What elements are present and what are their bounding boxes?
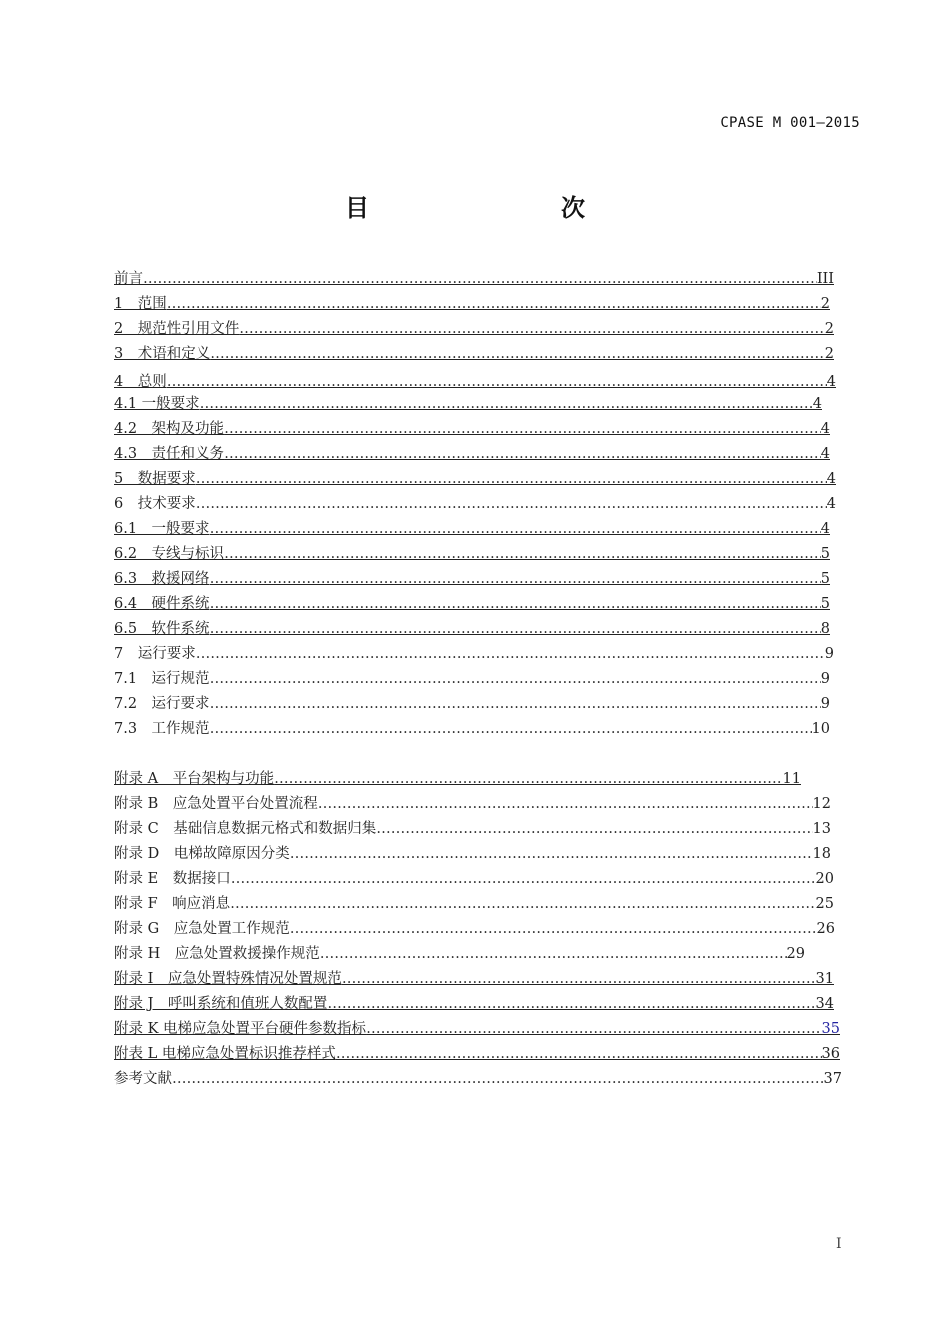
toc-label: 参考文献 [114, 1071, 172, 1087]
toc-label: 附录 D 电梯故障原因分类 [114, 846, 290, 862]
toc-page: 4 [820, 446, 830, 462]
toc-page: 10 [811, 721, 830, 737]
toc-entry[interactable] [114, 518, 830, 540]
toc-page: 8 [820, 621, 830, 637]
leader-dots [143, 268, 817, 290]
toc-page: 20 [815, 871, 834, 887]
standard-code: CPASE M 001—2015 [720, 115, 860, 131]
leader-dots [231, 868, 816, 890]
toc-page: 4 [826, 496, 836, 512]
leader-dots [224, 418, 821, 440]
toc-entry[interactable] [114, 993, 834, 1015]
leader-dots [172, 1068, 824, 1090]
toc-entry[interactable] [114, 1043, 840, 1065]
toc-page: 4 [826, 471, 836, 487]
toc-entry[interactable] [114, 593, 830, 615]
toc-label: 6.2 专线与标识 [114, 546, 225, 562]
toc-page: 34 [815, 996, 834, 1012]
leader-dots [167, 293, 821, 315]
toc-label: 附录 K 电梯应急处置平台硬件参数指标 [114, 1021, 367, 1037]
toc-label: 4.1 一般要求 [114, 396, 200, 412]
toc-page: 5 [820, 596, 830, 612]
toc-page: 9 [820, 696, 830, 712]
leader-dots [167, 371, 827, 393]
leader-dots [327, 993, 815, 1015]
toc-label: 附录 A 平台架构与功能 [114, 771, 275, 787]
toc-page: 31 [815, 971, 834, 987]
leader-dots [196, 468, 827, 490]
toc-entry[interactable] [114, 543, 830, 565]
toc-entry[interactable] [114, 718, 830, 740]
leader-dots [320, 943, 787, 965]
leader-dots [336, 1043, 822, 1065]
toc-label: 附录 H 应急处置救援操作规范 [114, 946, 320, 962]
toc-label: 6.5 软件系统 [114, 621, 210, 637]
leader-dots [376, 818, 812, 840]
toc-page: 37 [823, 1071, 842, 1087]
leader-dots [200, 393, 813, 415]
leader-dots [290, 843, 813, 865]
toc-entry[interactable] [114, 568, 830, 590]
leader-dots [230, 893, 815, 915]
toc-page: 11 [782, 771, 801, 787]
toc-label: 6.1 一般要求 [114, 521, 210, 537]
leader-dots [210, 593, 821, 615]
toc-label: 前言 [114, 271, 143, 287]
toc-entry[interactable] [114, 1018, 840, 1040]
toc-label: 附录 C 基础信息数据元格式和数据归集 [114, 821, 377, 837]
toc-label: 4.2 架构及功能 [114, 421, 225, 437]
toc-entry[interactable] [114, 343, 834, 365]
page-title: 目 次 [345, 194, 633, 222]
leader-dots [210, 718, 812, 740]
toc-label: 2 规范性引用文件 [114, 321, 240, 337]
toc-label: 附录 F 响应消息 [114, 896, 231, 912]
toc-page: 4 [820, 521, 830, 537]
leader-dots [342, 968, 816, 990]
leader-dots [196, 643, 825, 665]
toc-label: 7.3 工作规范 [114, 721, 210, 737]
leader-dots [210, 668, 821, 690]
leader-dots [210, 343, 825, 365]
toc-entry[interactable] [114, 918, 835, 940]
toc-page: 25 [815, 896, 834, 912]
toc-label: 7.1 运行规范 [114, 671, 210, 687]
toc-entry[interactable] [114, 468, 836, 490]
toc-entry[interactable] [114, 968, 834, 990]
leader-dots [274, 768, 782, 790]
leader-dots [210, 518, 821, 540]
toc-page: 36 [821, 1046, 840, 1062]
leader-dots [318, 793, 813, 815]
toc-label: 6 技术要求 [114, 496, 196, 512]
toc-entry[interactable] [114, 618, 830, 640]
leader-dots [224, 443, 821, 465]
toc-label: 6.3 救援网络 [114, 571, 210, 587]
toc-label: 附录 B 应急处置平台处置流程 [114, 796, 318, 812]
toc-label: 附录 G 应急处置工作规范 [114, 921, 290, 937]
toc-page: 4 [826, 374, 836, 390]
toc-entry[interactable] [114, 693, 830, 715]
leader-dots [210, 618, 821, 640]
toc-page: 18 [812, 846, 831, 862]
toc-page: 9 [820, 671, 830, 687]
toc-entry[interactable] [114, 1068, 842, 1090]
toc-label: 1 范围 [114, 296, 167, 312]
toc-label: 7 运行要求 [114, 646, 196, 662]
leader-dots [290, 918, 817, 940]
toc-label: 6.4 硬件系统 [114, 596, 210, 612]
toc-label: 3 术语和定义 [114, 346, 211, 362]
toc-page: 35 [821, 1021, 840, 1037]
toc-page: 9 [824, 646, 834, 662]
toc-entry[interactable] [114, 293, 830, 315]
toc-entry[interactable] [114, 943, 805, 965]
toc-label: 附录 J 呼叫系统和值班人数配置 [114, 996, 328, 1012]
toc-label: 4.3 责任和义务 [114, 446, 225, 462]
toc-label: 7.2 运行要求 [114, 696, 210, 712]
toc-label: 4 总则 [114, 374, 167, 390]
toc-label: 5 数据要求 [114, 471, 196, 487]
toc-entry[interactable] [114, 643, 834, 665]
toc-page: 2 [824, 321, 834, 337]
toc-page: 29 [786, 946, 805, 962]
toc-page: 2 [824, 346, 834, 362]
toc-page: 4 [812, 396, 822, 412]
toc-entry[interactable] [114, 371, 836, 393]
toc-page: 5 [820, 546, 830, 562]
toc-page: III [816, 271, 834, 287]
toc-entry[interactable] [114, 843, 831, 865]
leader-dots [366, 1018, 821, 1040]
toc-entry[interactable] [114, 668, 830, 690]
toc-label: 附录 E 数据接口 [114, 871, 231, 887]
toc-page: 12 [812, 796, 831, 812]
toc-page: 13 [812, 821, 831, 837]
toc-entry[interactable] [114, 768, 801, 790]
leader-dots [224, 543, 821, 565]
toc-entry[interactable] [114, 793, 831, 815]
leader-dots [210, 693, 821, 715]
toc-label: 附录 I 应急处置特殊情况处置规范 [114, 971, 342, 987]
leader-dots [239, 318, 825, 340]
toc-page: 2 [820, 296, 830, 312]
toc-entry[interactable] [114, 893, 834, 915]
toc-entry[interactable] [114, 418, 830, 440]
toc-page: 26 [816, 921, 835, 937]
toc-entry[interactable] [114, 493, 836, 515]
toc-entry[interactable] [114, 393, 822, 415]
toc-page: 4 [820, 421, 830, 437]
toc-page: 5 [820, 571, 830, 587]
toc-label: 附表 L 电梯应急处置标识推荐样式 [114, 1046, 336, 1062]
page-number: I [836, 1236, 842, 1252]
toc-entry[interactable] [114, 818, 831, 840]
toc-entry[interactable] [114, 443, 830, 465]
toc-entry[interactable] [114, 318, 834, 340]
toc-entry[interactable] [114, 268, 834, 290]
leader-dots [196, 493, 827, 515]
toc-entry[interactable] [114, 868, 834, 890]
leader-dots [210, 568, 821, 590]
